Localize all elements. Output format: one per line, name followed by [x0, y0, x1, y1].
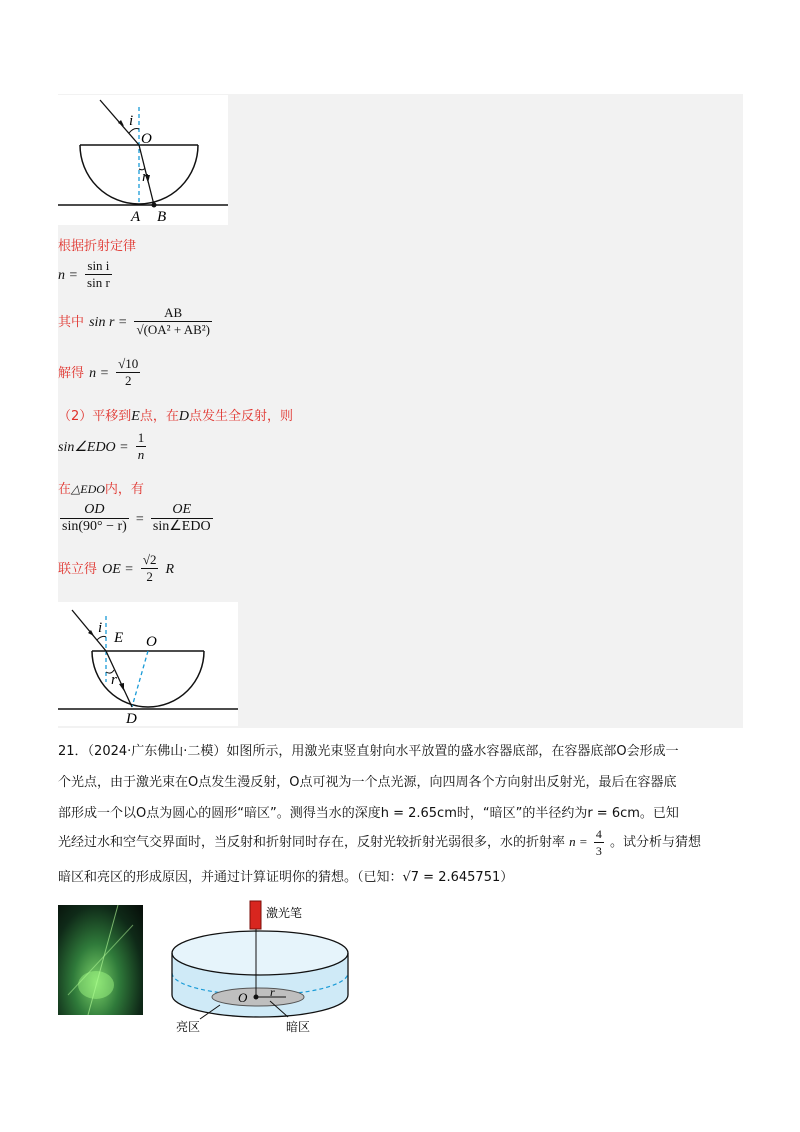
- sinr-num: AB: [134, 305, 212, 322]
- in-triangle-label: 在: [58, 482, 72, 497]
- part2-mid: 点，在: [139, 409, 179, 424]
- combine-label: 联立得: [58, 562, 98, 577]
- laser-photo: [58, 905, 143, 1015]
- label-i: i: [129, 113, 134, 129]
- sinr-fraction: [134, 305, 212, 338]
- angle-i-arc: [129, 129, 139, 134]
- question-line-4b: 。试分析与猜想: [609, 835, 701, 850]
- question-line-4a: 光经过水和空气交界面时，当反射和折射同时存在，反射光较折射光弱很多，水的折射率: [58, 835, 566, 850]
- part2-end: 点发生全反射，则: [188, 409, 293, 424]
- sinr-formula: [58, 305, 214, 338]
- label-dark: 暗区: [286, 1020, 311, 1034]
- figure-3: [160, 895, 360, 1035]
- where-label: 其中: [58, 315, 85, 330]
- figure-2: [58, 602, 238, 726]
- label-r: r: [270, 985, 275, 999]
- n-fraction: [85, 258, 112, 291]
- ratio-l-den: sin(90° − r): [62, 519, 127, 534]
- sinr-den: √(OA² + AB²): [136, 322, 210, 337]
- figure-1: [58, 95, 228, 225]
- label-o: O: [238, 990, 248, 1005]
- n-value: [58, 356, 142, 389]
- oe-den: 2: [146, 569, 153, 584]
- question-line-1: 21．（2024·广东佛山·二模）如图所示，用激光束竖直射向水平放置的盛水容器底部，在容器底部O会形成一: [58, 744, 679, 759]
- question-n-den: 3: [595, 844, 602, 858]
- hemisphere-arc: [80, 145, 198, 204]
- oe-formula: [58, 552, 174, 585]
- ratio-formula: [58, 502, 215, 535]
- triangle-name: △EDO: [71, 482, 105, 496]
- refracted-arrow: [119, 683, 124, 691]
- triangle-line: [58, 478, 144, 497]
- laser-pen: [250, 901, 261, 929]
- ratio-l-num: OD: [60, 502, 129, 519]
- figure-2-diagram: [58, 602, 238, 726]
- question-n-num: 4: [595, 827, 602, 841]
- label-bright: 亮区: [176, 1020, 201, 1034]
- question-line-5: 暗区和亮区的形成原因，并通过计算证明你的猜想。（已知：√7 = 2.645751）: [58, 870, 514, 885]
- label-r: r: [142, 169, 148, 185]
- law-label: 根据折射定律: [58, 239, 137, 254]
- in-triangle-end: 内，有: [104, 482, 144, 497]
- n-val-num: √10: [118, 356, 139, 371]
- ratio-r-num: OE: [151, 502, 213, 519]
- hemisphere-arc: [92, 651, 204, 707]
- radius-od: [132, 651, 148, 707]
- question-line-4: [58, 826, 701, 859]
- label-laser: 激光笔: [266, 906, 303, 920]
- n-den: sin r: [87, 275, 110, 290]
- figure-3-diagram: [160, 895, 360, 1035]
- label-d: D: [126, 711, 137, 726]
- label-i: i: [98, 620, 103, 636]
- oe-fraction: [141, 552, 159, 585]
- part2-line: [58, 405, 293, 425]
- sin-edo-fraction: [136, 430, 147, 463]
- label-a: A: [131, 209, 141, 225]
- part2-d: D: [178, 409, 189, 424]
- question-line-3: 部形成一个以O点为圆心的圆形“暗区”。测得当水的深度h = 2.65cm时，“暗区”的半径约为r = 6cm。已知: [58, 806, 679, 821]
- point-b: [152, 203, 157, 208]
- oe-lhs: OE =: [102, 562, 134, 577]
- container-rim: [172, 931, 348, 975]
- question-line-2: 个光点，由于激光束在O点发生漫反射，O点可视为一个点光源，向四周各个方向射出反射光，最后在容器底: [58, 775, 677, 790]
- figure-1-diagram: [58, 95, 228, 225]
- ratio-r-den: sin∠EDO: [152, 519, 211, 534]
- ratio-right: [151, 502, 213, 535]
- label-r: r: [111, 672, 117, 688]
- label-e: E: [114, 630, 124, 646]
- sin-edo-num: 1: [137, 430, 145, 445]
- ratio-left: [60, 502, 129, 535]
- n-num: sin i: [85, 258, 112, 275]
- sin-edo-den: n: [137, 447, 145, 462]
- sin-edo-formula: [58, 430, 148, 463]
- angle-i-arc: [97, 636, 106, 640]
- part2-label: （2）平移到: [58, 409, 132, 424]
- n-val-den: 2: [124, 373, 132, 388]
- question-n-fraction: [594, 826, 604, 859]
- label-o: O: [146, 634, 157, 650]
- question-n-eq: n =: [569, 834, 588, 849]
- ratio-eq: =: [135, 512, 144, 527]
- n-eq: n =: [58, 268, 78, 283]
- oe-num: √2: [142, 552, 157, 567]
- oe-r: R: [165, 562, 175, 577]
- label-b: B: [157, 209, 167, 225]
- label-o: O: [141, 131, 152, 147]
- sin-edo-lhs: sin∠EDO =: [58, 440, 129, 455]
- n-val-lhs: n =: [89, 366, 110, 381]
- part2-e: E: [131, 409, 140, 424]
- n-formula: [58, 258, 114, 291]
- n-val-fraction: [116, 356, 140, 389]
- sinr-eq: sin r =: [89, 315, 128, 330]
- solve-label: 解得: [58, 366, 85, 381]
